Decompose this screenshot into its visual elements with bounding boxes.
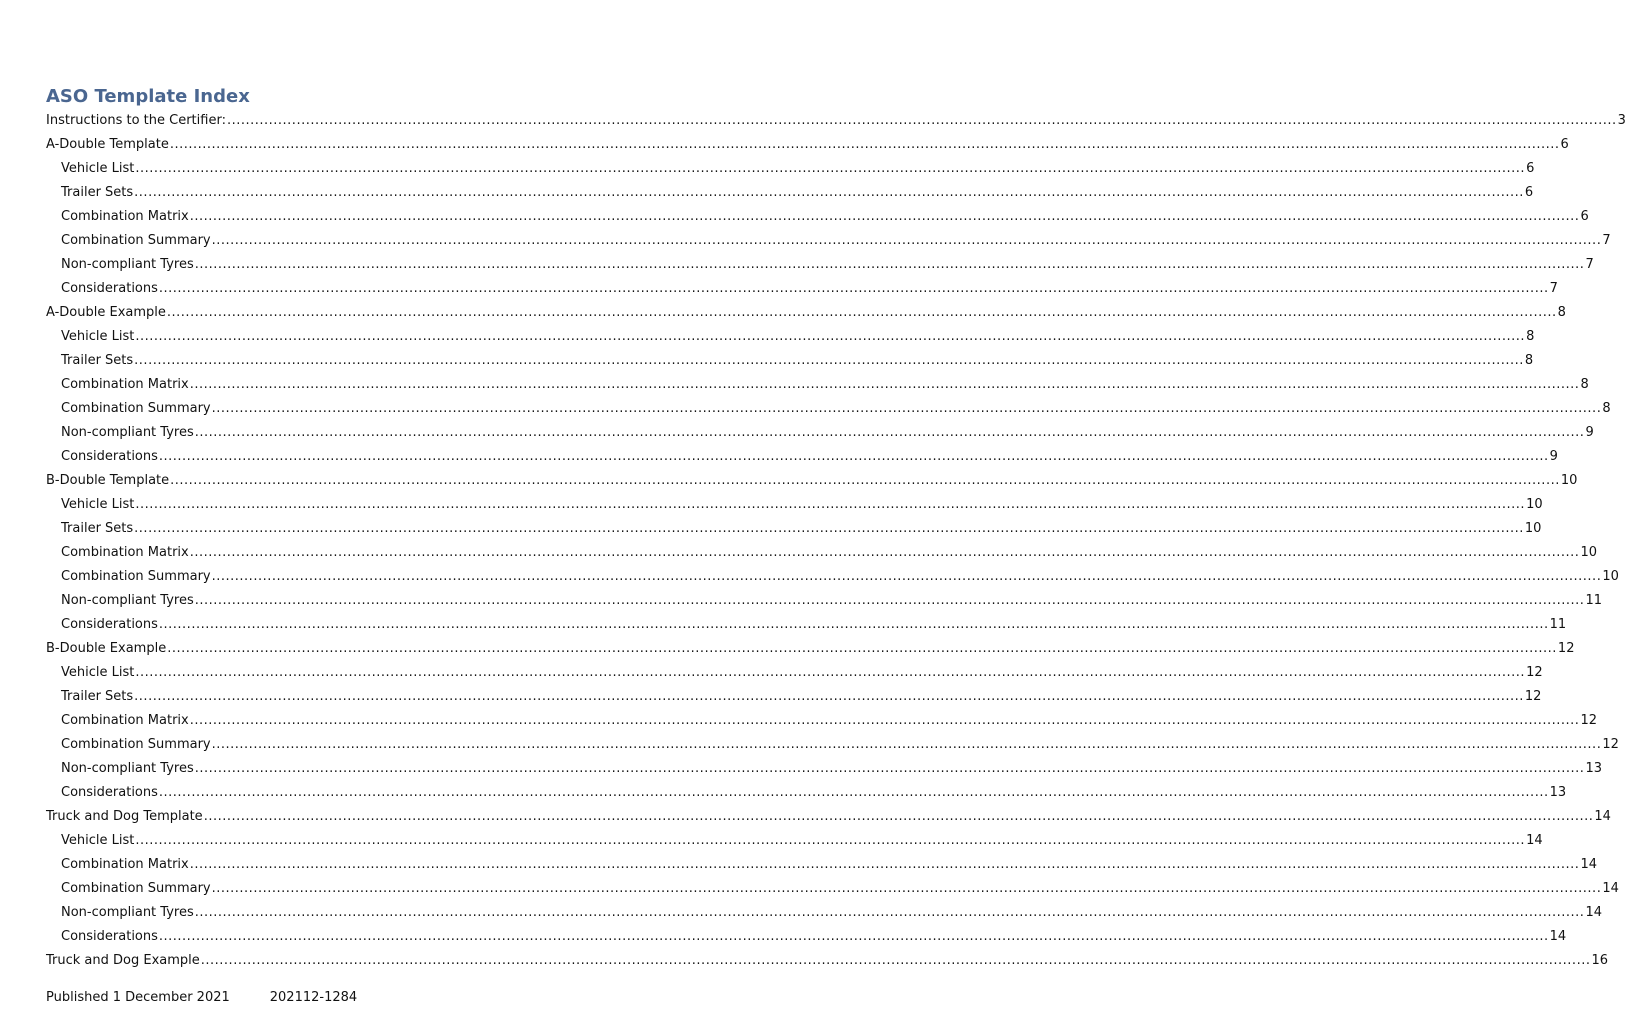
toc-subentry[interactable] xyxy=(46,709,1597,733)
toc-subentry[interactable] xyxy=(46,493,1543,517)
toc-subentry[interactable] xyxy=(46,277,1558,301)
toc-entry-label: Truck and Dog Example xyxy=(46,953,200,968)
toc-entry[interactable] xyxy=(46,469,1578,493)
toc-page-number: 8 xyxy=(1524,353,1534,368)
toc-dot-leader: ............................................................................................................................................................................................................................................................................................................ xyxy=(189,545,1580,560)
toc-subentry[interactable] xyxy=(46,733,1619,757)
toc-subentry[interactable] xyxy=(46,253,1594,277)
toc-page-number: 6 xyxy=(1524,185,1534,200)
toc-dot-leader: ............................................................................................................................................................................................................................................................................................................ xyxy=(189,857,1580,872)
toc-dot-leader: ............................................................................................................................................................................................................................................................................................................ xyxy=(211,233,1602,248)
toc-dot-leader: ............................................................................................................................................................................................................................................................................................................ xyxy=(167,641,1557,656)
toc-page-number: 13 xyxy=(1549,785,1567,800)
toc-subentry[interactable] xyxy=(46,373,1589,397)
toc-entry-label: Non-compliant Tyres xyxy=(61,593,194,608)
toc-entry[interactable] xyxy=(46,805,1611,829)
toc-entry-label: Vehicle List xyxy=(61,665,135,680)
toc-page-number: 11 xyxy=(1585,593,1602,608)
toc-dot-leader: ............................................................................................................................................................................................................................................................................................................ xyxy=(135,665,1526,680)
toc-entry[interactable] xyxy=(46,109,1626,133)
toc-dot-leader: ............................................................................................................................................................................................................................................................................................................ xyxy=(134,185,1524,200)
toc-entry-label: A-Double Template xyxy=(46,137,169,152)
toc-entry-label: Non-compliant Tyres xyxy=(61,257,194,272)
toc-page-number: 14 xyxy=(1526,833,1543,848)
toc-entry-label: Non-compliant Tyres xyxy=(61,761,194,776)
toc-page-number: 16 xyxy=(1591,953,1609,968)
toc-dot-leader: ............................................................................................................................................................................................................................................................................................................ xyxy=(194,425,1585,440)
toc-page-number: 14 xyxy=(1549,929,1567,944)
toc-entry-label: Combination Summary xyxy=(61,881,211,896)
toc-entry-label: Combination Matrix xyxy=(61,209,189,224)
toc-entry[interactable] xyxy=(46,949,1609,973)
toc-entry-label: Combination Summary xyxy=(61,233,211,248)
toc-entry-label: Combination Summary xyxy=(61,569,211,584)
toc-subentry[interactable] xyxy=(46,421,1594,445)
toc-page-number: 10 xyxy=(1526,497,1543,512)
toc-entry-label: Trailer Sets xyxy=(61,353,134,368)
toc-page-number: 12 xyxy=(1557,641,1575,656)
toc-subentry[interactable] xyxy=(46,853,1597,877)
toc-entry-label: Considerations xyxy=(61,617,158,632)
toc-page-number: 12 xyxy=(1526,665,1543,680)
toc-dot-leader: ............................................................................................................................................................................................................................................................................................................ xyxy=(189,377,1580,392)
toc-subentry[interactable] xyxy=(46,205,1589,229)
toc-entry-label: Trailer Sets xyxy=(61,521,134,536)
toc-entry-label: Vehicle List xyxy=(61,161,135,176)
toc-entry-label: Truck and Dog Template xyxy=(46,809,203,824)
toc-subentry[interactable] xyxy=(46,613,1567,637)
toc-dot-leader: ............................................................................................................................................................................................................................................................................................................ xyxy=(135,833,1526,848)
toc-entry-label: Combination Matrix xyxy=(61,545,189,560)
toc-page-number: 11 xyxy=(1549,617,1567,632)
toc-subentry[interactable] xyxy=(46,181,1534,205)
toc-entry-label: Non-compliant Tyres xyxy=(61,425,194,440)
toc-entry-label: Combination Matrix xyxy=(61,377,189,392)
toc-entry-label: Considerations xyxy=(61,785,158,800)
toc-entry-label: Trailer Sets xyxy=(61,689,134,704)
toc-entry-label: Combination Summary xyxy=(61,737,211,752)
toc-entry-label: Considerations xyxy=(61,449,158,464)
toc-dot-leader: ............................................................................................................................................................................................................................................................................................................ xyxy=(135,497,1526,512)
toc-page-number: 3 xyxy=(1617,113,1626,128)
toc-page-number: 13 xyxy=(1585,761,1602,776)
toc-subentry[interactable] xyxy=(46,397,1611,421)
toc-subentry[interactable] xyxy=(46,829,1543,853)
toc-subentry[interactable] xyxy=(46,565,1619,589)
toc-dot-leader: ............................................................................................................................................................................................................................................................................................................ xyxy=(211,401,1602,416)
toc-dot-leader: ............................................................................................................................................................................................................................................................................................................ xyxy=(169,137,1560,152)
toc-dot-leader: ............................................................................................................................................................................................................................................................................................................ xyxy=(170,473,1560,488)
toc-dot-leader: ............................................................................................................................................................................................................................................................................................................ xyxy=(135,161,1526,176)
toc-subentry[interactable] xyxy=(46,685,1542,709)
table-of-contents xyxy=(46,109,1626,973)
toc-subentry[interactable] xyxy=(46,661,1543,685)
toc-page-number: 9 xyxy=(1549,449,1558,464)
toc-page-number: 7 xyxy=(1602,233,1611,248)
toc-page-number: 14 xyxy=(1602,881,1619,896)
toc-page-number: 14 xyxy=(1580,857,1597,872)
toc-page-number: 8 xyxy=(1526,329,1535,344)
toc-dot-leader: ............................................................................................................................................................................................................................................................................................................ xyxy=(166,305,1557,320)
toc-entry-label: Trailer Sets xyxy=(61,185,134,200)
toc-page-number: 8 xyxy=(1580,377,1589,392)
toc-entry-label: Combination Matrix xyxy=(61,857,189,872)
toc-subentry[interactable] xyxy=(46,541,1597,565)
footer-document-code: 202112-1284 xyxy=(269,990,358,1005)
toc-entry[interactable] xyxy=(46,637,1575,661)
toc-entry-label: B-Double Example xyxy=(46,641,167,656)
toc-dot-leader: ............................................................................................................................................................................................................................................................................................................ xyxy=(134,353,1524,368)
toc-subentry[interactable] xyxy=(46,349,1534,373)
toc-subentry[interactable] xyxy=(46,781,1567,805)
toc-entry-label: Instructions to the Certifier: xyxy=(46,113,226,128)
toc-page-number: 12 xyxy=(1580,713,1597,728)
toc-dot-leader: ............................................................................................................................................................................................................................................................................................................ xyxy=(203,809,1594,824)
toc-dot-leader: ............................................................................................................................................................................................................................................................................................................ xyxy=(200,953,1591,968)
toc-subentry[interactable] xyxy=(46,157,1535,181)
toc-dot-leader: ............................................................................................................................................................................................................................................................................................................ xyxy=(134,689,1524,704)
toc-entry-label: Considerations xyxy=(61,281,158,296)
footer-published-date: Published 1 December 2021 xyxy=(46,990,230,1005)
toc-dot-leader: ............................................................................................................................................................................................................................................................................................................ xyxy=(211,569,1602,584)
toc-page-number: 14 xyxy=(1585,905,1602,920)
toc-entry-label: Considerations xyxy=(61,929,158,944)
toc-subentry[interactable] xyxy=(46,901,1602,925)
toc-entry[interactable] xyxy=(46,133,1569,157)
toc-entry-label: Combination Matrix xyxy=(61,713,189,728)
toc-subentry[interactable] xyxy=(46,925,1567,949)
toc-subentry[interactable] xyxy=(46,517,1542,541)
toc-page-number: 6 xyxy=(1580,209,1589,224)
toc-entry[interactable] xyxy=(46,301,1566,325)
toc-dot-leader: ............................................................................................................................................................................................................................................................................................................ xyxy=(158,785,1549,800)
toc-dot-leader: ............................................................................................................................................................................................................................................................................................................ xyxy=(189,713,1580,728)
toc-dot-leader: ............................................................................................................................................................................................................................................................................................................ xyxy=(194,257,1585,272)
toc-page-number: 12 xyxy=(1602,737,1619,752)
toc-subentry[interactable] xyxy=(46,589,1602,613)
toc-entry-label: Combination Summary xyxy=(61,401,211,416)
toc-entry-label: Non-compliant Tyres xyxy=(61,905,194,920)
toc-page-number: 6 xyxy=(1526,161,1535,176)
toc-dot-leader: ............................................................................................................................................................................................................................................................................................................ xyxy=(189,209,1580,224)
toc-subentry[interactable] xyxy=(46,229,1611,253)
toc-page-number: 9 xyxy=(1585,425,1594,440)
toc-page-number: 10 xyxy=(1560,473,1578,488)
toc-entry-label: Vehicle List xyxy=(61,497,135,512)
toc-page-number: 7 xyxy=(1549,281,1558,296)
toc-entry-label: Vehicle List xyxy=(61,833,135,848)
toc-dot-leader: ............................................................................................................................................................................................................................................................................................................ xyxy=(211,737,1602,752)
toc-subentry[interactable] xyxy=(46,757,1602,781)
toc-dot-leader: ............................................................................................................................................................................................................................................................................................................ xyxy=(135,329,1526,344)
toc-dot-leader: ............................................................................................................................................................................................................................................................................................................ xyxy=(158,617,1549,632)
toc-dot-leader: ............................................................................................................................................................................................................................................................................................................ xyxy=(134,521,1524,536)
toc-dot-leader: ............................................................................................................................................................................................................................................................................................................ xyxy=(158,449,1549,464)
toc-subentry[interactable] xyxy=(46,325,1535,349)
toc-dot-leader: ............................................................................................................................................................................................................................................................................................................ xyxy=(194,593,1585,608)
toc-subentry[interactable] xyxy=(46,877,1619,901)
toc-subentry[interactable] xyxy=(46,445,1558,469)
page-footer xyxy=(46,990,357,1005)
toc-entry-label: A-Double Example xyxy=(46,305,166,320)
toc-dot-leader: ............................................................................................................................................................................................................................................................................................................ xyxy=(158,281,1549,296)
toc-page-number: 14 xyxy=(1594,809,1611,824)
toc-dot-leader: ............................................................................................................................................................................................................................................................................................................ xyxy=(226,113,1617,128)
toc-entry-label: Vehicle List xyxy=(61,329,135,344)
toc-page-number: 10 xyxy=(1602,569,1619,584)
toc-dot-leader: ............................................................................................................................................................................................................................................................................................................ xyxy=(158,929,1549,944)
toc-dot-leader: ............................................................................................................................................................................................................................................................................................................ xyxy=(194,761,1585,776)
toc-page-number: 8 xyxy=(1557,305,1566,320)
toc-page-number: 10 xyxy=(1524,521,1542,536)
toc-page-number: 12 xyxy=(1524,689,1542,704)
document-title: ASO Template Index xyxy=(46,86,250,107)
toc-page-number: 10 xyxy=(1580,545,1597,560)
toc-dot-leader: ............................................................................................................................................................................................................................................................................................................ xyxy=(194,905,1585,920)
toc-page-number: 7 xyxy=(1585,257,1594,272)
toc-dot-leader: ............................................................................................................................................................................................................................................................................................................ xyxy=(211,881,1602,896)
toc-page-number: 8 xyxy=(1602,401,1611,416)
toc-entry-label: B-Double Template xyxy=(46,473,170,488)
toc-page-number: 6 xyxy=(1560,137,1569,152)
